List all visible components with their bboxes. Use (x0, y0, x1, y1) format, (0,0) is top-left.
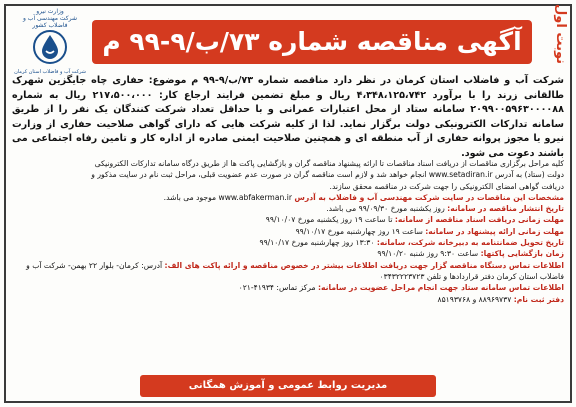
detail-line-8 (12, 237, 564, 248)
detail-line-13-value: ۸۸۹۶۹۷۳۷ و ۸۵۱۹۳۷۶۸ (437, 294, 512, 304)
detail-line-12 (12, 282, 564, 293)
detail-line-6 (12, 214, 564, 225)
notice-turn-label: نوبت اول (553, 3, 568, 64)
detail-line-4 (12, 192, 564, 203)
detail-line-13 (12, 294, 564, 305)
notice-main-paragraph (12, 74, 564, 162)
detail-line-10 (12, 260, 564, 271)
detail-line-8-label: تاریخ تحویل ضمانتنامه به دبیرخانه شرکت، سامانه: (376, 238, 564, 248)
logo-caption: شرکت آب و فاضلاب استان کرمان (14, 69, 86, 75)
notice-title-banner (92, 20, 532, 64)
detail-line-8-value: ۱۳:۳۰ روز چهارشنبه مورخ ۹۹/۱۰/۱۷ (259, 238, 375, 248)
notice-title: آگهی مناقصه شماره ۷۳/ب/۹-۹۹ م (102, 27, 522, 56)
detail-line-1: کلیه مراحل برگزاری مناقصات از دریافت اسناد مناقصات تا ارائه پیشنهاد مناقصه گران و بازگشایی پاکت ها از طریق درگاه سامانه تدارکات الکترونیکی (94, 159, 564, 168)
detail-line-12-label: اطلاعات تماس سامانه ستاد جهت انجام مراحل عضویت در سامانه: (317, 283, 564, 293)
detail-line-4-label: مشخصات این مناقصات در سایت شرکت مهندسی آب و فاضلاب به آدرس (294, 192, 564, 202)
notice-details (12, 158, 564, 305)
detail-line-9-label: زمان بازگشایی پاکتها: (480, 249, 564, 259)
org-logo (14, 8, 86, 75)
detail-line-4-value: www.abfakerman.ir موجود می باشد. (163, 192, 292, 202)
main-paragraph-text: شرکت آب و فاضلاب استان کرمان در نظر دارد مناقصه شماره ۷۳/ب/۹-۹۹ م موضوع: حفاری چاه جایگزین شهرک طالقانی زرند را با برآورد ۴،۳۴۸،۱۲۵،۷۴۲ ریال و مبلغ تضمین فرایند ارجاع کار: ۲۱۷،۵۰۰،۰۰۰ ریال به شماره ۲۰۹۹۰۰۵۹۶۳۰۰۰۰۸۸ سامانه ستاد از محل اعتبارات عمرانی و با حداقل تعداد شرکت کنندگان یک نفر را از طریق سامانه تدارکات الکترونیکی دولت برگزار نماید. لذا از کلیه شرکت هایی که دارای گواهی صلاحیت حفاری از وزارت نیرو یا مجوز پروانه حفاری از آب منطقه ای و همچنین صلاحیت ایمنی صادره از اداره کار و تامین رفاه اجتماعی می باشند دعوت می شود. (12, 75, 565, 159)
detail-line-5-label: تاریخ انتشار مناقصه در سامانه: (447, 204, 564, 214)
detail-line-13-label: دفتر ثبت نام: (513, 294, 564, 304)
detail-line-7 (12, 226, 564, 237)
detail-line-6-value: تا ساعت ۱۹ روز یکشنبه مورخ ۹۹/۱۰/۰۷ (265, 215, 393, 225)
detail-line-7-label: مهلت زمانی ارائه پیشنهاد در سامانه: (425, 226, 564, 236)
detail-line-5 (12, 203, 564, 214)
water-drop-icon (32, 29, 68, 65)
detail-line-6-label: مهلت زمانی دریافت اسناد مناقصه از سامانه: (394, 215, 564, 225)
detail-line-9 (12, 248, 564, 259)
footer-label: مدیریت روابط عمومی و آموزش همگانی (188, 380, 388, 391)
logo-company: شرکت مهندسی آب و فاضلاب کشور (23, 15, 77, 29)
detail-line-11: فاضلاب استان کرمان دفتر قراردادها و تلفن ۰۳۴۳۲۲۲۳۷۲۳ (379, 271, 564, 281)
detail-line-10-label: اطلاعات تماس دستگاه مناقصه گزار جهت دریافت اطلاعات بیشتر در خصوص مناقصه و ارائه پاکت های الف: (164, 260, 564, 270)
notice-header (8, 3, 568, 75)
detail-line-12-value: مرکز تماس: ۴۱۹۳۴-۰۲۱ (238, 283, 316, 293)
detail-line-9-value: ساعت ۹:۳۰ روز شنبه ۹۹/۱۰/۲۰ (377, 249, 479, 259)
detail-line-10-value: آدرس: کرمان- بلوار ۲۲ بهمن- شرکت آب و (26, 260, 163, 270)
detail-line-5-value: روز یکشنبه مورخ ۹۹/۰۹/۳۰ می باشد. (326, 204, 445, 214)
logo-ministry: وزارت نیرو (36, 8, 64, 15)
detail-line-7-value: ساعت ۱۹ روز چهارشنبه مورخ ۹۹/۱۰/۱۷ (295, 226, 423, 236)
detail-line-3: دریافت گواهی امضای الکترونیکی را جهت شرکت در مناقصه محقق سازند. (329, 181, 564, 191)
detail-line-2: دولت (ستاد) به آدرس www.setadiran.ir انجام خواهد شد و لازم است مناقصه گران در صورت عدم عضویت قبلی، مراحل ثبت نام در سایت مذکور و (91, 170, 564, 180)
footer-banner (140, 375, 436, 397)
